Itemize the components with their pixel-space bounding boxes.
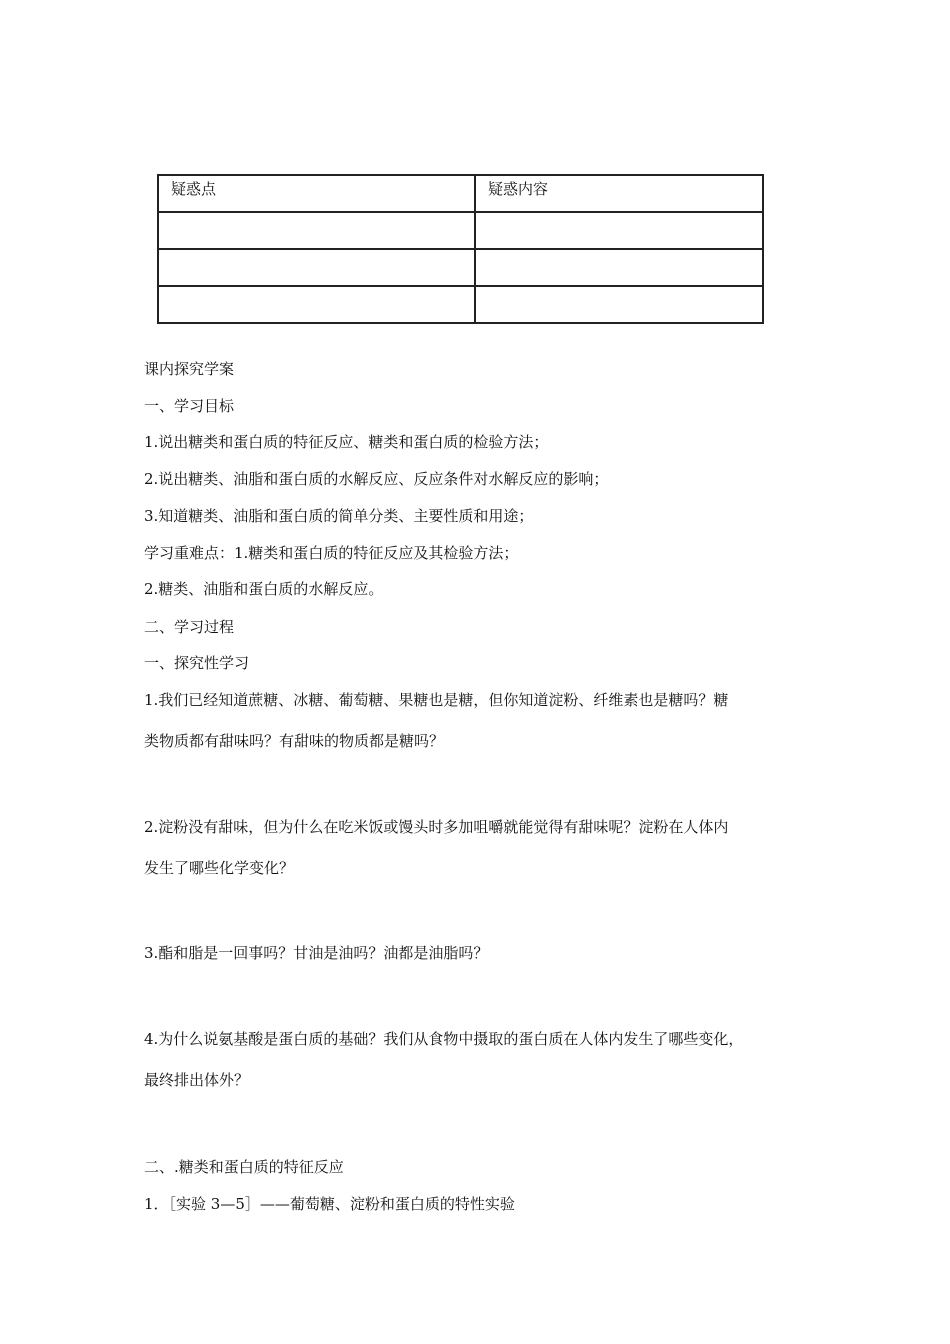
table-row [158, 249, 763, 286]
table-row [158, 286, 763, 323]
header-doubt-content: 疑惑内容 [475, 175, 763, 212]
question-2-line-2: 发生了哪些化学变化？ [144, 859, 295, 877]
table-cell[interactable] [475, 286, 763, 323]
question-4-line-2: 最终排出体外？ [144, 1071, 250, 1089]
question-3: 3.酯和脂是一回事吗？甘油是油吗？油都是油脂吗？ [144, 944, 489, 962]
question-4-line-1: 4.为什么说氨基酸是蛋白质的基础？我们从食物中摄取的蛋白质在人体内发生了哪些变化， [144, 1030, 744, 1048]
question-1-line-1: 1.我们已经知道蔗糖、冰糖、葡萄糖、果糖也是糖，但你知道淀粉、纤维素也是糖吗？糖 [144, 691, 729, 709]
table-header-row [158, 175, 763, 212]
table-cell[interactable] [158, 212, 475, 249]
key-points-line: 学习重难点：1.糖类和蛋白质的特征反应及其检验方法； [144, 544, 519, 562]
goal-item-3: 3.知道糖类、油脂和蛋白质的简单分类、主要性质和用途； [144, 507, 534, 525]
goal-item-1: 1.说出糖类和蛋白质的特征反应、糖类和蛋白质的检验方法； [144, 433, 549, 451]
heading-characteristic-reactions: 二、.糖类和蛋白质的特征反应 [144, 1158, 344, 1176]
goal-item-2: 2.说出糖类、油脂和蛋白质的水解反应、反应条件对水解反应的影响； [144, 470, 609, 488]
heading-inquiry-learning: 一、探究性学习 [144, 654, 250, 672]
table-cell[interactable] [158, 286, 475, 323]
question-1-line-2: 类物质都有甜味吗？有甜味的物质都是糖吗？ [144, 732, 445, 750]
table-row [158, 212, 763, 249]
heading-learning-process: 二、学习过程 [144, 618, 235, 636]
table-cell[interactable] [475, 249, 763, 286]
table-cell[interactable] [475, 212, 763, 249]
heading-learning-goals: 一、学习目标 [144, 397, 235, 415]
key-points-item-2: 2.糖类、油脂和蛋白质的水解反应。 [144, 580, 384, 598]
section-title-in-class: 课内探究学案 [144, 360, 235, 378]
question-2-line-1: 2.淀粉没有甜味，但为什么在吃米饭或馒头时多加咀嚼就能觉得有甜味呢？淀粉在人体内 [144, 818, 729, 836]
doubt-table [157, 174, 764, 324]
header-doubt-point: 疑惑点 [158, 175, 475, 212]
experiment-item-1: 1．［实验 3—5］——葡萄糖、淀粉和蛋白质的特性实验 [144, 1195, 515, 1213]
table-cell[interactable] [158, 249, 475, 286]
